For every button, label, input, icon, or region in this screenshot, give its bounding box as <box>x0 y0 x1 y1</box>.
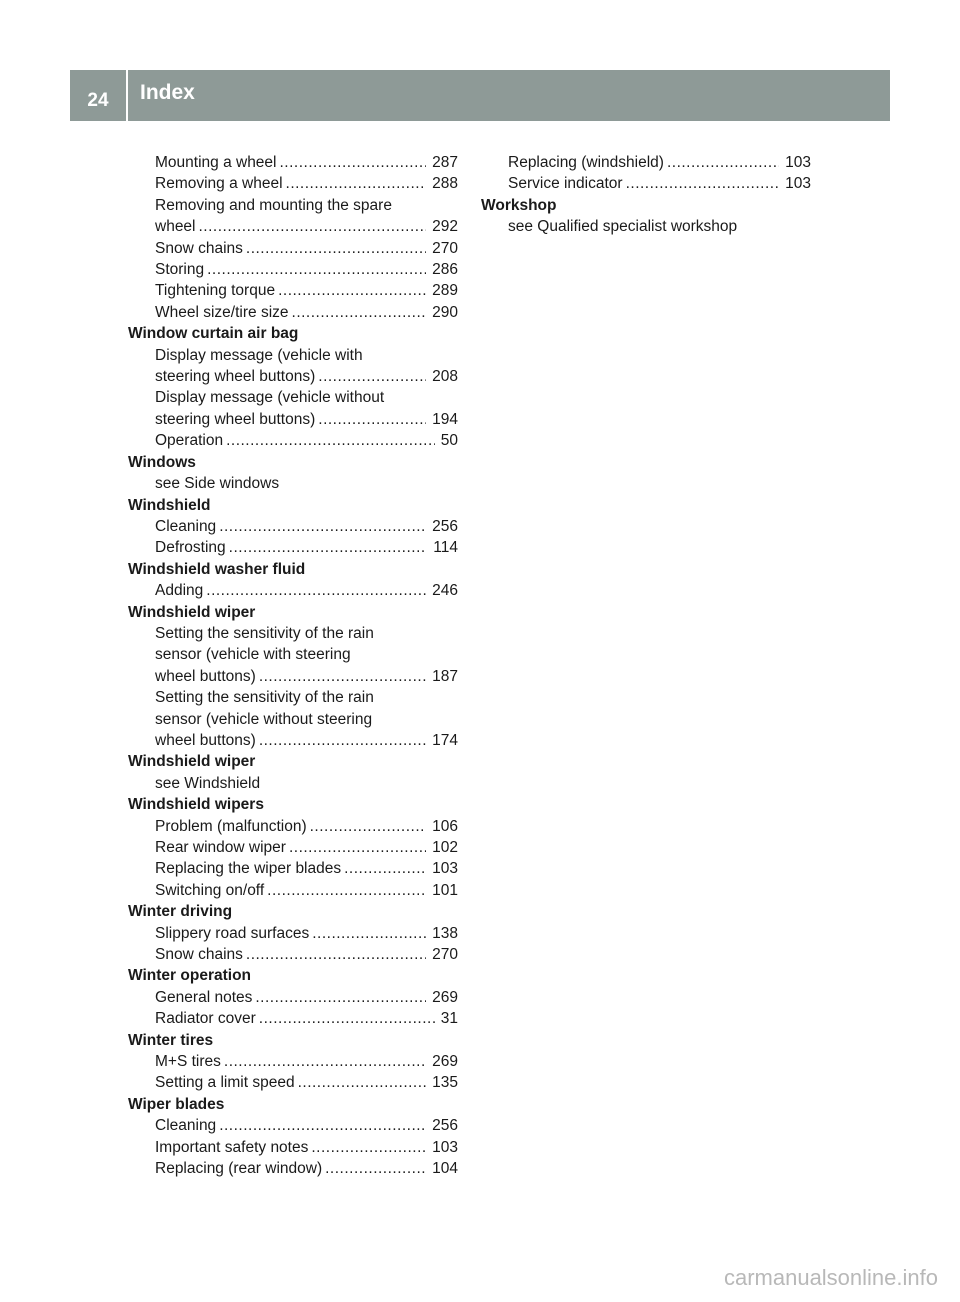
page-reference[interactable]: 135 <box>432 1074 458 1092</box>
leader-dots <box>267 880 426 901</box>
index-subentry-text: Display message (vehicle with <box>155 346 363 364</box>
page-reference[interactable]: 174 <box>432 731 458 749</box>
subentry-label: Snow chains <box>155 239 243 257</box>
index-heading: Windows <box>128 453 196 471</box>
index-heading: Winter operation <box>128 967 252 985</box>
leader-dots <box>292 302 427 323</box>
leader-dots <box>280 152 427 173</box>
index-subentry[interactable] <box>128 580 458 601</box>
subentry-label: M+S tires <box>155 1053 221 1071</box>
index-subentry[interactable] <box>128 537 458 558</box>
page-reference[interactable]: 287 <box>432 154 458 171</box>
subentry-label: steering wheel buttons) <box>155 368 316 386</box>
index-subentry[interactable] <box>128 259 458 280</box>
page-reference[interactable]: 289 <box>432 282 458 300</box>
index-subentry[interactable] <box>128 1008 458 1029</box>
page-reference[interactable]: 286 <box>432 261 458 279</box>
subentry-label: Setting a limit speed <box>155 1074 295 1092</box>
page-number: 24 <box>87 89 109 111</box>
page-reference[interactable]: 288 <box>432 175 458 193</box>
index-column-right <box>481 152 811 238</box>
subentry-label: Storing <box>155 261 205 279</box>
index-subentry[interactable] <box>128 923 458 944</box>
page-reference[interactable]: 103 <box>785 175 811 193</box>
leader-dots <box>344 858 426 879</box>
subentry-label: wheel buttons) <box>155 667 256 685</box>
page-reference[interactable]: 187 <box>432 667 458 685</box>
subentry-label: Cleaning <box>155 1117 217 1135</box>
leader-dots <box>246 944 426 965</box>
index-subentry[interactable] <box>128 280 458 301</box>
subentry-label: Snow chains <box>155 946 243 964</box>
page-reference[interactable]: 50 <box>440 432 458 450</box>
index-subentry[interactable] <box>128 1051 458 1072</box>
leader-dots <box>311 1137 426 1158</box>
subentry-label: wheel buttons) <box>155 731 256 749</box>
index-subentry[interactable] <box>128 430 458 451</box>
index-heading: Winter driving <box>128 903 233 921</box>
subentry-label: Replacing the wiper blades <box>155 860 342 878</box>
index-subentry-text: Display message (vehicle without <box>155 389 385 407</box>
index-subentry-text: see Side windows <box>155 475 280 493</box>
index-subentry[interactable] <box>128 987 458 1008</box>
page-reference[interactable]: 104 <box>432 1160 458 1178</box>
leader-dots <box>325 1158 426 1179</box>
page-reference[interactable]: 102 <box>432 839 458 856</box>
leader-dots <box>259 666 426 687</box>
leader-dots <box>286 173 427 194</box>
leader-dots <box>259 1008 435 1029</box>
leader-dots <box>206 580 426 601</box>
leader-dots <box>318 409 426 430</box>
leader-dots <box>219 516 426 537</box>
index-subentry[interactable] <box>128 837 458 858</box>
page-reference[interactable]: 270 <box>432 239 458 257</box>
page-reference[interactable]: 270 <box>432 946 458 964</box>
leader-dots <box>255 987 426 1008</box>
page-reference[interactable]: 194 <box>432 410 458 428</box>
index-subentry[interactable] <box>481 173 811 194</box>
subentry-label: General notes <box>155 988 253 1006</box>
leader-dots <box>289 837 426 858</box>
index-subentry[interactable] <box>128 366 458 387</box>
page-reference[interactable]: 208 <box>432 368 458 386</box>
leader-dots <box>298 1072 427 1093</box>
index-subentry-text: Removing and mounting the spare <box>155 196 392 214</box>
index-subentry-text: sensor (vehicle without steering <box>155 710 373 728</box>
subentry-label: Cleaning <box>155 517 217 535</box>
section-title: Index <box>140 80 195 104</box>
index-subentry[interactable] <box>128 816 458 837</box>
subentry-label: Slippery road surfaces <box>155 924 310 942</box>
page-reference[interactable]: 103 <box>432 860 458 878</box>
index-subentry[interactable] <box>128 152 458 173</box>
subentry-label: Operation <box>155 432 224 450</box>
index-subentry-text: see Windshield <box>155 774 261 792</box>
index-heading: Windshield wiper <box>128 603 256 621</box>
index-subentry-text: Setting the sensitivity of the rain <box>155 689 374 707</box>
index-heading: Windshield wiper <box>128 753 256 771</box>
index-subentry[interactable] <box>128 944 458 965</box>
subentry-label: Radiator cover <box>155 1010 256 1028</box>
index-subentry[interactable] <box>128 1158 458 1179</box>
index-heading: Winter tires <box>128 1031 214 1049</box>
page-reference[interactable]: 256 <box>432 517 458 535</box>
index-subentry[interactable] <box>481 152 811 173</box>
page-reference[interactable]: 103 <box>785 154 811 171</box>
page-header <box>70 70 890 121</box>
index-subentry[interactable] <box>128 1115 458 1136</box>
subentry-label: wheel <box>155 218 196 236</box>
subentry-label: steering wheel buttons) <box>155 410 316 428</box>
subentry-label: Mounting a wheel <box>155 154 277 171</box>
subentry-label: Replacing (rear window) <box>155 1160 323 1178</box>
index-subentry[interactable] <box>128 880 458 901</box>
leader-dots <box>224 1051 426 1072</box>
page-reference[interactable]: 292 <box>432 218 458 236</box>
index-heading: Wiper blades <box>128 1095 225 1113</box>
index-subentry[interactable] <box>128 302 458 323</box>
leader-dots <box>229 537 428 558</box>
index-subentry[interactable] <box>128 409 458 430</box>
index-column-left <box>128 152 458 1180</box>
header-divider <box>126 70 128 121</box>
page-reference[interactable]: 31 <box>440 1010 458 1028</box>
index-subentry[interactable] <box>128 238 458 259</box>
index-subentry[interactable] <box>128 858 458 879</box>
index-subentry-text: sensor (vehicle with steering <box>155 646 351 664</box>
index-heading: Windshield wipers <box>128 796 264 814</box>
index-subentry[interactable] <box>128 666 458 687</box>
index-subentry[interactable] <box>128 173 458 194</box>
page-reference[interactable]: 101 <box>432 881 458 899</box>
watermark: carmanualsonline.info <box>723 1265 938 1290</box>
page-reference[interactable]: 114 <box>433 539 458 557</box>
index-subentry[interactable] <box>128 1072 458 1093</box>
index-subentry-text: Setting the sensitivity of the rain <box>155 624 374 642</box>
index-subentry[interactable] <box>128 216 458 237</box>
subentry-label: Switching on/off <box>155 881 265 899</box>
leader-dots <box>219 1115 426 1136</box>
subentry-label: Wheel size/tire size <box>155 303 289 321</box>
index-subentry[interactable] <box>128 1137 458 1158</box>
page-reference[interactable]: 269 <box>432 1053 458 1071</box>
leader-dots <box>667 152 779 173</box>
page-reference[interactable]: 138 <box>432 924 458 942</box>
index-heading: Windshield washer fluid <box>128 560 306 578</box>
page-reference[interactable]: 290 <box>432 303 458 321</box>
leader-dots <box>207 259 426 280</box>
subentry-label: Removing a wheel <box>155 175 283 193</box>
leader-dots <box>278 280 426 301</box>
leader-dots <box>226 430 435 451</box>
page-reference[interactable]: 103 <box>432 1138 458 1156</box>
leader-dots <box>312 923 426 944</box>
leader-dots <box>310 816 427 837</box>
subentry-label: Important safety notes <box>155 1138 309 1156</box>
subentry-label: Rear window wiper <box>155 839 286 856</box>
page-reference[interactable]: 256 <box>432 1117 458 1135</box>
subentry-label: Adding <box>155 582 204 600</box>
page-reference[interactable]: 106 <box>432 817 458 835</box>
page-reference[interactable]: 246 <box>432 582 458 600</box>
index-heading: Windshield <box>128 496 211 514</box>
subentry-label: Tightening torque <box>155 282 276 300</box>
index-heading: Workshop <box>481 196 557 214</box>
leader-dots <box>246 238 426 259</box>
index-subentry[interactable] <box>128 516 458 537</box>
subentry-label: Defrosting <box>155 539 226 557</box>
leader-dots <box>259 730 426 751</box>
index-subentry-text: see Qualified specialist workshop <box>508 218 738 236</box>
index-subentry[interactable] <box>128 730 458 751</box>
leader-dots <box>199 216 427 237</box>
subentry-label: Problem (malfunction) <box>155 817 307 835</box>
index-heading: Window curtain air bag <box>128 325 299 343</box>
leader-dots <box>626 173 780 194</box>
leader-dots <box>318 366 426 387</box>
page-reference[interactable]: 269 <box>432 988 458 1006</box>
subentry-label: Replacing (windshield) <box>508 154 664 171</box>
subentry-label: Service indicator <box>508 175 623 193</box>
